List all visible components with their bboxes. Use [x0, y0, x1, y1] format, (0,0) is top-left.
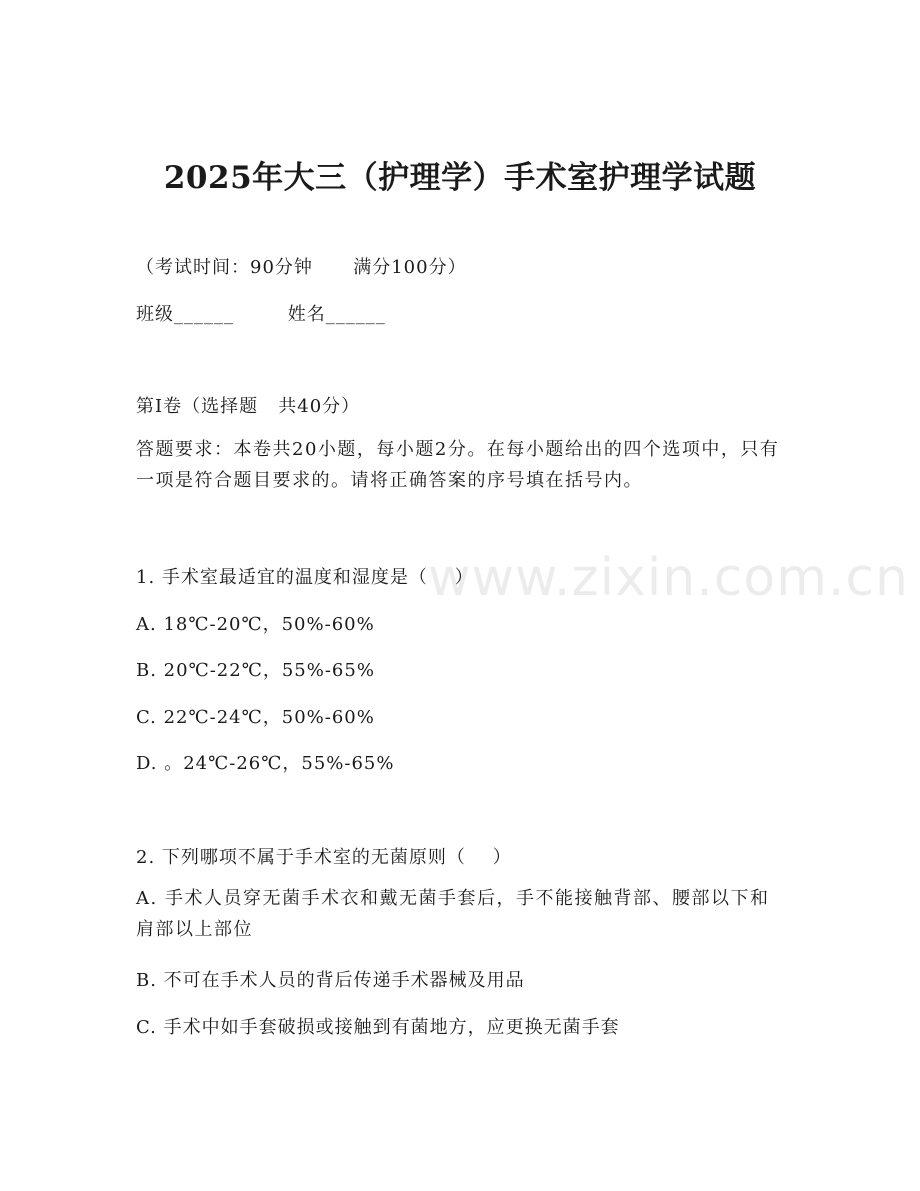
question-option: C. 22℃-24℃，50%-60%	[136, 707, 375, 728]
question-option: D. 。24℃-26℃，55%-65%	[136, 753, 395, 774]
question-stem: 1. 手术室最适宜的温度和湿度是（ ）	[136, 567, 474, 588]
instructions: 答题要求：本卷共20小题，每小题2分。在每小题给出的四个选项中，只有一项是符合题目要求的。请将正确答案的序号填在括号内。	[136, 439, 780, 491]
watermark: www.zixin.com.cn	[428, 548, 909, 608]
section-title: 第I卷（选择题 共40分）	[136, 396, 361, 417]
question-stem: 2. 下列哪项不属于手术室的无菌原则（ ）	[136, 847, 512, 868]
question-option: C. 手术中如手套破损或接触到有菌地方，应更换无菌手套	[136, 1017, 620, 1038]
class-name-line: 班级______ 姓名______	[136, 304, 386, 325]
question-option: B. 20℃-22℃，55%-65%	[136, 660, 375, 681]
question-option: A. 18℃-20℃，50%-60%	[136, 614, 375, 635]
exam-info: （考试时间：90分钟 满分100分）	[136, 257, 467, 278]
question-option: A. 手术人员穿无菌手术衣和戴无菌手套后，手不能接触背部、腰部以下和肩部以上部位	[136, 888, 770, 940]
question-option: B. 不可在手术人员的背后传递手术器械及用品	[136, 970, 525, 991]
page-title: 2025年大三（护理学）手术室护理学试题	[163, 160, 757, 196]
